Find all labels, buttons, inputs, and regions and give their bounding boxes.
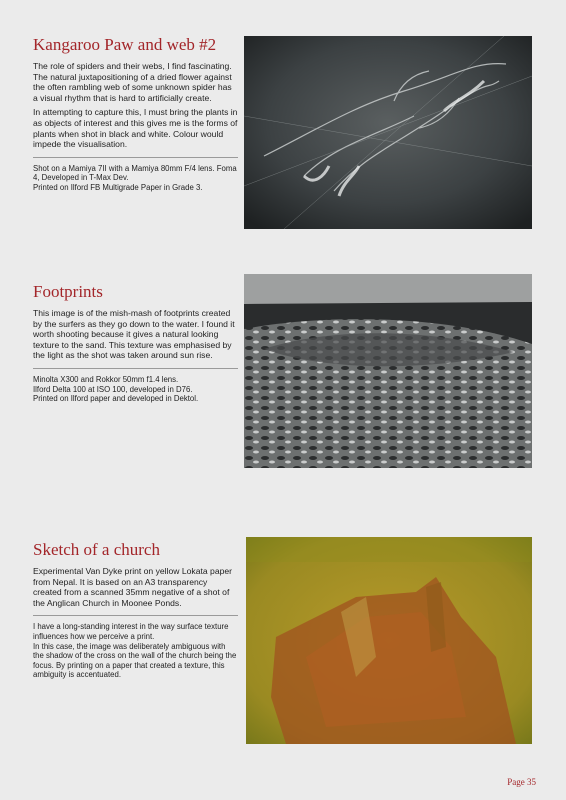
- technical-note: Shot on a Mamiya 7II with a Mamiya 80mm F/4 lens. Foma 4, Developed in T-Max Dev.: [33, 163, 237, 183]
- divider: [33, 157, 238, 158]
- section-title: Kangaroo Paw and web #2: [33, 35, 217, 54]
- body-paragraph: In attempting to capture this, I must bring the plants in as objects of interest and this gives me is the forms of plants when shot in black and white. Colour would impede the visualisation.: [33, 107, 238, 150]
- body-paragraph: This image is of the mish-mash of footprints created by the surfers as they go down to the water. I found it worth shooting because it gives a natural looking texture to the sand. This texture was emphasised by the light as the shot was taken around sun rise.: [33, 308, 235, 361]
- technical-note: In this case, the image was deliberately ambiguous with the shadow of the cross on the wall of the church being the focus. By printing on a paper that created a texture, this ambiguity is accentuated.: [33, 641, 237, 680]
- sand-footprints-photo: [244, 274, 532, 468]
- divider: [33, 368, 238, 369]
- section-kangaroo-paw: [33, 35, 238, 193]
- section-footprints: [33, 282, 238, 404]
- technical-note: Printed on Ilford FB Multigrade Paper in Grade 3.: [33, 182, 203, 192]
- page-number: Page 35: [507, 777, 536, 787]
- section-title: Sketch of a church: [33, 540, 160, 559]
- technical-note: Ilford Delta 100 at ISO 100, developed in D76.: [33, 384, 193, 394]
- technical-note: I have a long-standing interest in the way surface texture influences how we perceive a print.: [33, 622, 229, 641]
- section-church-sketch: [33, 540, 238, 680]
- divider: [33, 615, 238, 616]
- section-title: Footprints: [33, 282, 103, 301]
- body-paragraph: Experimental Van Dyke print on yellow Lokata paper from Nepal. It is based on an A3 transparency created from a scanned 35mm negative of a shot of the Anglican Church in Moonee Ponds.: [33, 566, 233, 608]
- technical-note: Minolta X300 and Rokkor 50mm f1.4 lens.: [33, 374, 179, 384]
- kangaroo-paw-web-photo: [244, 36, 532, 229]
- body-paragraph: The role of spiders and their webs, I find fascinating. The natural juxtapositioning of a dried flower against the often rambling web of some unknown spider has a visual rhythm that is hard to artificially create.: [33, 61, 232, 103]
- church-van-dyke-print: [246, 537, 532, 744]
- technical-note: Printed on Ilford paper and developed in Dektol.: [33, 394, 199, 404]
